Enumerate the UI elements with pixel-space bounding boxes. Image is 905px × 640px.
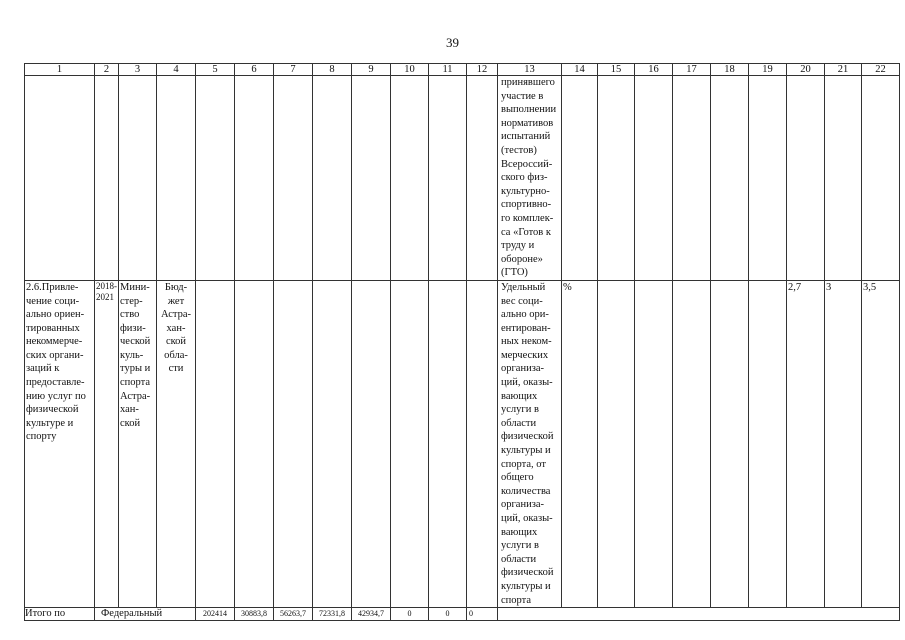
cell (157, 76, 196, 281)
cell (196, 76, 235, 281)
column-number-row (25, 64, 900, 76)
cell (429, 76, 467, 281)
program-table (24, 63, 900, 621)
column-number: 7 (274, 64, 313, 76)
cell (711, 76, 749, 281)
cell (498, 608, 900, 621)
funding-source-cell: Бюд-жет Астра-хан-ской обла-сти (157, 280, 196, 607)
column-number: 4 (157, 64, 196, 76)
total-row (25, 608, 900, 621)
column-number: 15 (598, 64, 635, 76)
table-row (25, 280, 900, 607)
cell (391, 76, 429, 281)
cell (235, 280, 274, 607)
total-value: 30883,8 (235, 608, 274, 621)
total-value: 0 (467, 608, 498, 621)
total-value: 0 (391, 608, 429, 621)
cell (467, 280, 498, 607)
cell (429, 280, 467, 607)
cell (749, 280, 787, 607)
cell (313, 280, 352, 607)
cell (95, 76, 119, 281)
cell (562, 76, 598, 281)
column-number: 8 (313, 64, 352, 76)
column-number: 19 (749, 64, 787, 76)
budget-level-label: Федеральный (95, 608, 196, 621)
cell (119, 76, 157, 281)
total-value: 202414 (196, 608, 235, 621)
column-number: 3 (119, 64, 157, 76)
cell (787, 76, 825, 281)
cell (749, 76, 787, 281)
cell (711, 280, 749, 607)
cell (274, 76, 313, 281)
column-number: 22 (862, 64, 900, 76)
column-number: 2 (95, 64, 119, 76)
total-value: 42934,7 (352, 608, 391, 621)
column-number: 13 (498, 64, 562, 76)
table-row (25, 76, 900, 281)
total-value: 56263,7 (274, 608, 313, 621)
column-number: 21 (825, 64, 862, 76)
executor-cell: Мини-стер-ство физи-ческой куль-туры и спорта Астра-хан-ской (119, 280, 157, 607)
column-number: 10 (391, 64, 429, 76)
cell (598, 280, 635, 607)
column-number: 6 (235, 64, 274, 76)
column-number: 20 (787, 64, 825, 76)
measure-name-cell: 2.6.Привле-чение соци-ально ориен-тированных некоммерче-ских органи-заций к предоставле-нию услуг по физической культуре и спорту (25, 280, 95, 607)
value-cell-2019: 2,7 (787, 280, 825, 607)
column-number: 12 (467, 64, 498, 76)
column-number: 17 (673, 64, 711, 76)
column-number: 18 (711, 64, 749, 76)
cell (313, 76, 352, 281)
column-number: 16 (635, 64, 673, 76)
cell (635, 280, 673, 607)
page-number: 39 (446, 35, 459, 50)
cell (274, 280, 313, 607)
value-cell-2021: 3,5 (862, 280, 900, 607)
indicator-text-cell: принявшего участие в выполнении нормативов испытаний (тестов) Всероссий-ского физ-культурно-спортивно-го комплек-са «Готов к труду и обороне» (ГТО) (498, 76, 562, 281)
total-value: 72331,8 (313, 608, 352, 621)
total-label: Итого по (25, 608, 95, 621)
indicator-text-cell: Удельный вес соци-ально ори-ентирован-ных неком-мерческих организа-ций, оказы-вающих услуги в области физической культуры и спорта, от общего количества организа-ций, оказы-вающих услуги в области физической культуры и спорта (498, 280, 562, 607)
cell (235, 76, 274, 281)
cell (25, 76, 95, 281)
column-number: 5 (196, 64, 235, 76)
cell (391, 280, 429, 607)
column-number: 1 (25, 64, 95, 76)
cell (598, 76, 635, 281)
column-number: 9 (352, 64, 391, 76)
value-cell-2020: 3 (825, 280, 862, 607)
unit-cell: % (562, 280, 598, 607)
cell (825, 76, 862, 281)
cell (635, 76, 673, 281)
cell (352, 280, 391, 607)
cell (673, 280, 711, 607)
cell (196, 280, 235, 607)
column-number: 14 (562, 64, 598, 76)
total-value: 0 (429, 608, 467, 621)
cell (467, 76, 498, 281)
cell (352, 76, 391, 281)
cell (862, 76, 900, 281)
column-number: 11 (429, 64, 467, 76)
period-cell: 2018-2021 (95, 280, 119, 607)
cell (673, 76, 711, 281)
